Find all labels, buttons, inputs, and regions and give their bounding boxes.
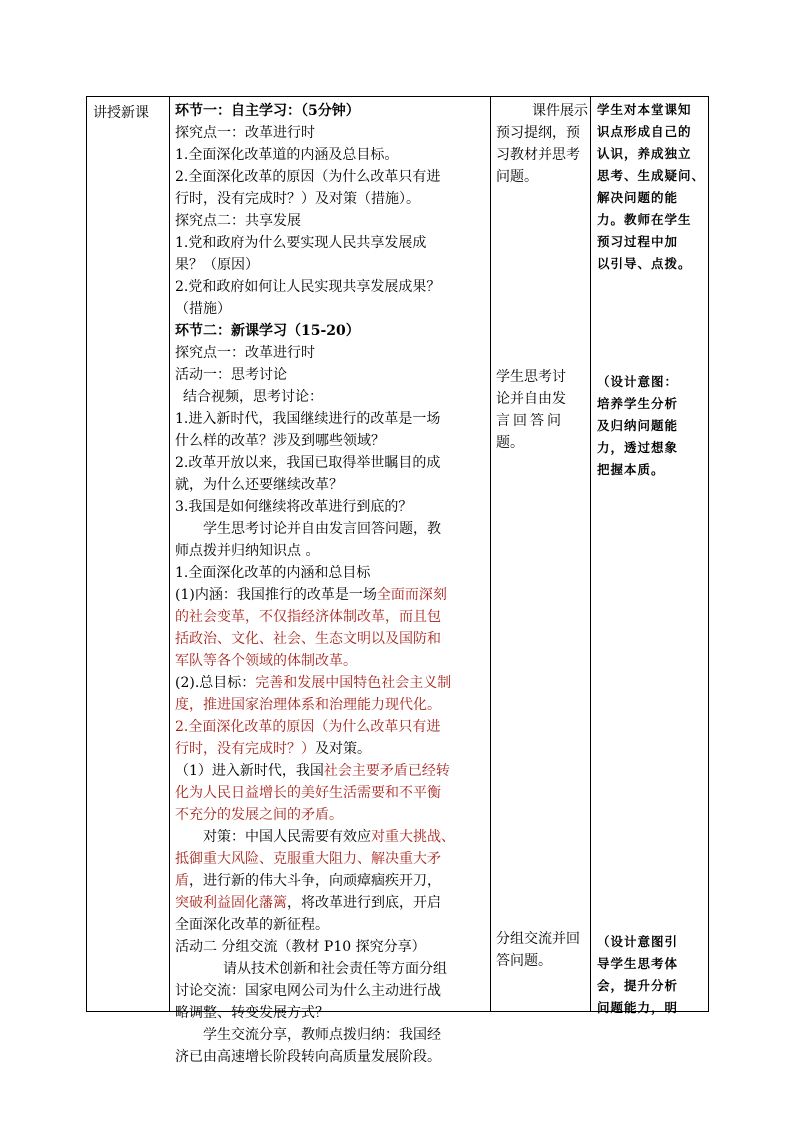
emphasis-line: 化为人民日益增长的美好生活需要和不平衡 — [175, 785, 441, 801]
intent-line: 以引导、点拨。 — [597, 256, 692, 271]
content-line: 2.全面深化改革的原因（为什么改革只有进 — [175, 169, 441, 185]
intent-line: 会，提升分析 — [597, 978, 679, 993]
design-intent-block-3 — [597, 930, 707, 1018]
section-label: 讲授新课 — [93, 105, 149, 121]
column-divider-3 — [590, 96, 591, 1012]
intent-line: （设计意图： — [597, 374, 679, 389]
stage-one-heading: 环节一：自主学习：（5分钟） — [175, 103, 360, 119]
content-line: 结合视频，思考讨论： — [183, 389, 323, 405]
activity-line: 问题。 — [496, 169, 538, 185]
content-line: 果？（原因） — [175, 257, 259, 273]
emphasis-text: 盾 — [175, 873, 189, 889]
content-line: 请从技术创新和社会责任等方面分组 — [223, 961, 447, 977]
content-line — [175, 760, 487, 782]
intent-line: 预习过程中加 — [597, 234, 679, 249]
emphasis-text: 社会主要矛盾已经转 — [323, 763, 450, 779]
intent-line: 把握本质。 — [597, 462, 665, 477]
intent-line: （设计意图引 — [597, 934, 679, 949]
emphasis-text: 完善和发展中国特色社会主义制 — [255, 675, 452, 691]
content-line: 学生交流分享，教师点拨归纳：我国经 — [203, 1027, 441, 1043]
content-line: 济已由高速增长阶段转向高质量发展阶段。 — [175, 1049, 441, 1065]
column-divider-2 — [490, 96, 491, 1012]
stage-two-heading: 环节二：新课学习（15-20） — [175, 323, 360, 339]
emphasis-line: 度，推进国家治理体系和治理能力现代化。 — [175, 697, 441, 713]
activity-line: 题。 — [496, 435, 524, 451]
activity-block-2 — [496, 366, 588, 454]
activity-line: 课件展示 — [532, 103, 588, 119]
content-line — [175, 892, 487, 914]
content-line: 探究点一：改革进行时 — [175, 125, 315, 141]
content-text: ，将改革进行到底，开启 — [287, 895, 441, 911]
content-line: 1.党和政府为什么要实现人民共享发展成 — [175, 235, 427, 251]
intent-line: 导学生思考体 — [597, 956, 679, 971]
content-line — [175, 672, 487, 694]
emphasis-line: 括政治、文化、社会、生态文明以及国防和 — [175, 631, 441, 647]
content-line: 活动一：思考讨论 — [175, 367, 287, 383]
content-line: 什么样的改革？涉及到哪些领域？ — [175, 433, 385, 449]
intent-line: 力，透过想象 — [597, 440, 679, 455]
content-line — [175, 738, 487, 760]
content-line: 略调整、转变发展方式？ — [175, 1005, 329, 1021]
content-line: 讨论交流：国家电网公司为什么主动进行战 — [175, 983, 441, 999]
content-line: 就，为什么还要继续改革？ — [175, 477, 343, 493]
activity-block-1 — [496, 100, 588, 188]
content-line: 3.我国是如何继续将改革进行到底的？ — [175, 499, 413, 515]
activity-line: 预习提纲，预 — [496, 125, 580, 141]
emphasis-line: 的社会变革，不仅指经济体制改革，而且包 — [175, 609, 441, 625]
design-intent-block-1 — [597, 98, 707, 274]
emphasis-line: 不充分的发展之间的矛盾。 — [175, 807, 343, 823]
intent-line: 问题能力，明 — [597, 1000, 679, 1015]
content-line — [175, 870, 487, 892]
content-text: 对策：中国人民需要有效应 — [203, 829, 371, 845]
emphasis-text: 突破利益固化藩篱 — [175, 895, 287, 911]
emphasis-line: 2.全面深化改革的原因（为什么改革只有进 — [175, 719, 441, 735]
intent-line: 及归纳问题能 — [597, 418, 679, 433]
content-line: 师点拨并归纳知识点 。 — [175, 543, 320, 559]
intent-line: 思考、生成疑问、 — [597, 168, 706, 183]
content-line: 活动二 分组交流（教材 P10 探究分享） — [175, 939, 426, 955]
content-text: 及对策。 — [315, 741, 371, 757]
intent-line: 解决问题的能 — [597, 190, 679, 205]
lesson-plan-table — [86, 96, 709, 1065]
activity-block-3 — [496, 928, 588, 972]
content-line: 1.进入新时代，我国继续进行的改革是一场 — [175, 411, 441, 427]
content-line: 探究点二：共享发展 — [175, 213, 301, 229]
content-line: 2.党和政府如何让人民实现共享发展成果？ — [175, 279, 441, 295]
emphasis-line: 军队等各个领域的体制改革。 — [175, 653, 357, 669]
content-line — [175, 826, 487, 848]
content-line: 探究点一：改革进行时 — [175, 345, 315, 361]
intent-line: 识点形成自己的 — [597, 124, 692, 139]
intent-line: 认识，养成独立 — [597, 146, 692, 161]
column-divider-1 — [169, 96, 170, 1012]
lesson-content — [175, 100, 487, 1068]
intent-line: 力。教师在学生 — [597, 212, 692, 227]
content-line — [175, 584, 487, 606]
content-line: 1.全面深化改革的内涵和总目标 — [175, 565, 371, 581]
activity-line: 分组交流并回 — [496, 931, 580, 947]
activity-line: 学生思考讨 — [496, 369, 566, 385]
table-top-border — [86, 96, 709, 97]
emphasis-text: 行时，没有完成时？） — [175, 741, 315, 757]
content-line: 1.全面深化改革道的内涵及总目标。 — [175, 147, 399, 163]
activity-line: 习教材并思考 — [496, 147, 580, 163]
content-text: ，进行新的伟大斗争，向顽瘴痼疾开刀， — [189, 873, 441, 889]
table-right-border — [708, 96, 709, 1012]
content-line: （措施） — [175, 301, 231, 317]
emphasis-text: 对重大挑战、 — [371, 829, 455, 845]
content-line: 学生思考讨论并自由发言回答问题，教 — [203, 521, 441, 537]
content-text: (1)内涵：我国推行的改革是一场 — [175, 587, 377, 603]
emphasis-line: 抵御重大风险、克服重大阻力、解决重大矛 — [175, 851, 441, 867]
content-line: 全面深化改革的新征程。 — [175, 917, 329, 933]
table-left-border — [86, 96, 87, 1012]
activity-line: 答问题。 — [496, 953, 552, 969]
content-text: （1）进入新时代，我国 — [175, 763, 324, 779]
emphasis-text: 全面而深刻 — [376, 587, 447, 603]
activity-line: 言回答问 — [496, 413, 564, 429]
intent-line: 学生对本堂课知 — [597, 102, 692, 117]
content-line: 2.改革开放以来，我国已取得举世瞩目的成 — [175, 455, 441, 471]
content-line: 行时，没有完成时？）及对策（措施）。 — [175, 191, 420, 207]
content-text: (2).总目标： — [175, 675, 256, 691]
intent-line: 培养学生分析 — [597, 396, 679, 411]
activity-line: 论并自由发 — [496, 391, 566, 407]
design-intent-block-2 — [597, 370, 707, 480]
